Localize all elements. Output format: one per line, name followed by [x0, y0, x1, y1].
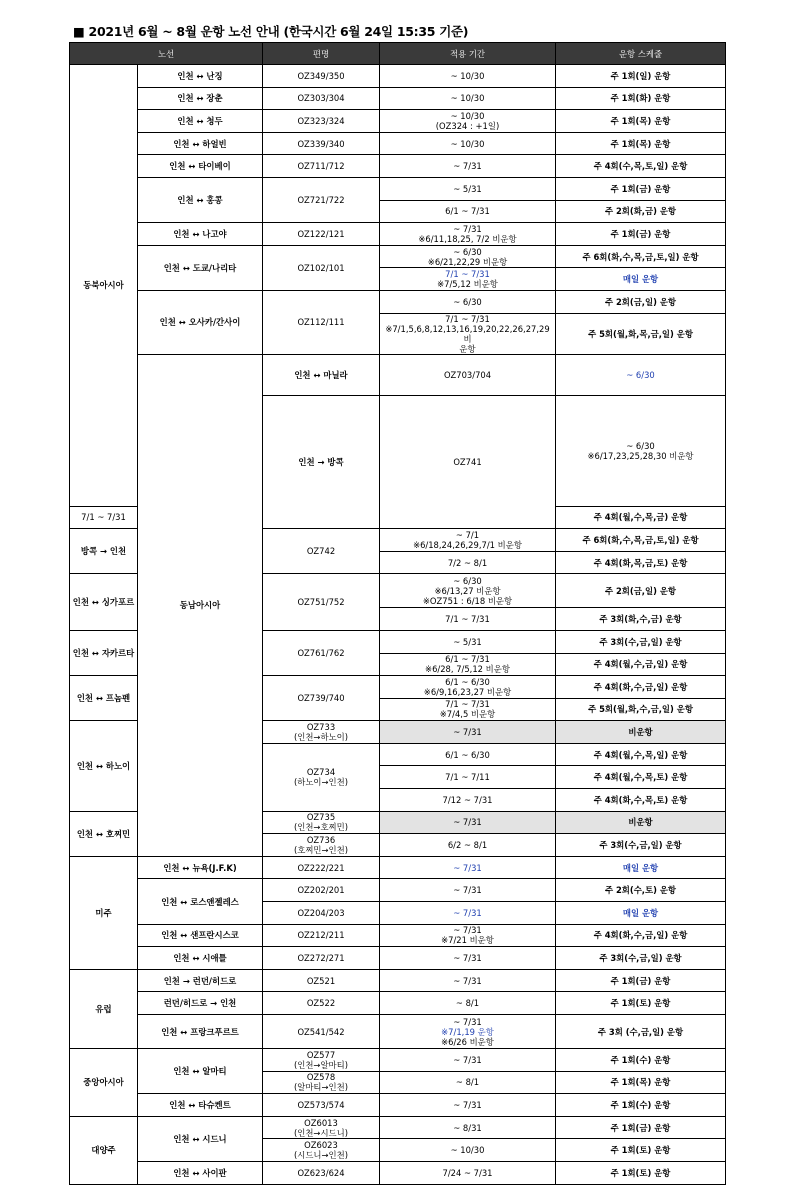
flight-direction: (하노이→인천): [293, 777, 348, 788]
route-name: 인천 ↔ 타이베이: [138, 155, 263, 178]
schedule: 주 1회(일) 운항: [556, 65, 726, 88]
schedule: 주 4회(화,수,목,토) 운항: [556, 789, 726, 812]
schedule: 주 3회(수,금,일) 운항: [556, 630, 726, 653]
flight-number: OZ204/203: [263, 902, 380, 925]
flight-number: OZ742: [263, 529, 380, 574]
period: 7/24 ~ 7/31: [380, 1161, 556, 1184]
route-name: 인천 ↔ 뉴욕(J.F.K): [138, 856, 263, 879]
schedule: 주 4회(월,수,목,일) 운항: [556, 743, 726, 766]
period: 6/1 ~ 6/30: [380, 743, 556, 766]
route-name: 인천 ↔ 하얼빈: [138, 132, 263, 155]
schedule: 주 1회(수) 운항: [556, 1049, 726, 1072]
table-row: [70, 155, 726, 178]
flight-code: OZ6013: [304, 1117, 338, 1128]
flight-number: OZ212/211: [263, 924, 380, 947]
period-line: ~ 7/31: [453, 925, 482, 936]
period: [380, 223, 556, 246]
period-note: ※7/5,12 비운항: [437, 279, 498, 290]
flight-number: [263, 1049, 380, 1072]
flight-code: OZ735: [306, 812, 336, 823]
region-americas: 미주: [70, 856, 138, 969]
period: ~ 10/30: [380, 65, 556, 88]
route-name: 인천 ↔ 로스앤젤레스: [138, 879, 263, 924]
period: ~ 7/31: [380, 969, 556, 992]
schedule: 주 4회(월,수,금,일) 운항: [556, 653, 726, 676]
route-name: 인천 ↔ 홍콩: [138, 177, 263, 222]
flight-number: OZ349/350: [263, 65, 380, 88]
period: ~ 7/31: [380, 1094, 556, 1117]
table-row: [70, 856, 726, 879]
route-name: 인천 ↔ 청두: [138, 110, 263, 133]
period: [380, 1015, 556, 1049]
period-line: ~ 7/31: [453, 1016, 482, 1027]
period: ~ 8/1: [380, 992, 556, 1015]
period-note: ※6/21,22,29 비운항: [427, 256, 508, 267]
schedule: 주 1회(금) 운항: [556, 969, 726, 992]
route-name: 인천 ↔ 마닐라: [263, 354, 380, 395]
table-header-row: [70, 43, 726, 65]
flight-number: [263, 811, 380, 834]
route-name: 인천 ↔ 호찌민: [70, 811, 138, 856]
schedule: 주 1회(목) 운항: [556, 1071, 726, 1094]
period: [380, 245, 556, 268]
period-note: ※6/28, 7/5,12 비운항: [425, 664, 510, 675]
schedule: 매일 운항: [556, 902, 726, 925]
flight-direction: (인천→알마티): [293, 1059, 348, 1070]
flight-code: OZ733: [306, 722, 336, 733]
period: ~ 8/1: [380, 1071, 556, 1094]
period: ~ 10/30: [380, 132, 556, 155]
region-northeast: 동북아시아: [70, 65, 138, 507]
flight-direction: (인천→시드니): [293, 1127, 348, 1138]
region-oceania: 대양주: [70, 1116, 138, 1184]
period: [380, 529, 556, 552]
table-row: [70, 1049, 726, 1072]
flight-number: [263, 1071, 380, 1094]
period: ~ 7/31: [380, 856, 556, 879]
period: 6/1 ~ 7/31: [380, 200, 556, 223]
schedule: 주 2회(화,금) 운항: [556, 200, 726, 223]
period-line: ~ 7/1: [455, 529, 480, 540]
route-name: 인천 ↔ 장춘: [138, 87, 263, 110]
route-name: 인천 ↔ 도쿄/나리타: [138, 245, 263, 290]
flight-number: OZ522: [263, 992, 380, 1015]
period: ~ 6/30: [556, 354, 726, 395]
flight-number: OZ623/624: [263, 1161, 380, 1184]
flight-number: OZ761/762: [263, 630, 380, 675]
schedule: 주 1회(목) 운항: [556, 132, 726, 155]
period: 7/1 ~ 7/11: [380, 766, 556, 789]
table-row: [70, 992, 726, 1015]
route-name: 인천 ↔ 타슈켄트: [138, 1094, 263, 1117]
period-note: 운항: [459, 343, 476, 354]
period: 7/1 ~ 7/31: [380, 608, 556, 631]
table-row: [70, 1094, 726, 1117]
period: ~ 7/31: [380, 811, 556, 834]
schedule: 주 2회(수,토) 운항: [556, 879, 726, 902]
flight-number: OZ222/221: [263, 856, 380, 879]
period-note: ※6/26 비운항: [441, 1036, 494, 1047]
flight-number: OZ751/752: [263, 574, 380, 631]
flight-number: OZ711/712: [263, 155, 380, 178]
route-name: 인천 ↔ 시애틀: [138, 947, 263, 970]
flight-number: OZ202/201: [263, 879, 380, 902]
period-line: ~ 6/30: [626, 440, 655, 451]
schedule: 주 1회(금) 운항: [556, 1116, 726, 1139]
flight-number: [263, 743, 380, 811]
schedule: 주 3회(화,수,금) 운항: [556, 608, 726, 631]
period: [380, 110, 556, 133]
period: [380, 313, 556, 354]
table-row: [70, 879, 726, 902]
table-row: [70, 1116, 726, 1139]
region-southeast: 동남아시아: [138, 354, 263, 856]
table-row: [70, 177, 726, 200]
flight-number: OZ703/704: [380, 354, 556, 395]
period: [380, 653, 556, 676]
header-schedule: 운항 스케줄: [556, 43, 726, 65]
page-title: ■ 2021년 6월 ~ 8월 운항 노선 안내 (한국시간 6월 24일 15:35 기준): [73, 24, 469, 39]
period-line: ~ 7/31: [453, 223, 482, 234]
route-name: 인천 ↔ 싱가포르: [70, 574, 138, 631]
table-row: [70, 132, 726, 155]
flight-number: OZ102/101: [263, 245, 380, 290]
table-row: [70, 947, 726, 970]
flight-direction: (알마티→인천): [293, 1082, 348, 1093]
table-row: [70, 245, 726, 268]
period: ~ 5/31: [380, 177, 556, 200]
table-row: [70, 1161, 726, 1184]
schedule: 주 5회(월,화,목,금,일) 운항: [556, 313, 726, 354]
period: [380, 698, 556, 721]
schedule: 주 3회 (수,금,일) 운항: [556, 1015, 726, 1049]
schedule: 주 6회(화,수,목,금,토,일) 운항: [556, 245, 726, 268]
schedule: 주 1회(수) 운항: [556, 1094, 726, 1117]
flight-number: OZ573/574: [263, 1094, 380, 1117]
period: 7/12 ~ 7/31: [380, 789, 556, 812]
flight-number: OZ122/121: [263, 223, 380, 246]
table-row: [70, 110, 726, 133]
period: ~ 6/30: [380, 290, 556, 313]
flight-direction: (인천→하노이): [293, 732, 348, 743]
flight-number: [263, 834, 380, 857]
period-note: ※6/13,27 비운항: [434, 585, 501, 596]
table-row: [70, 354, 726, 395]
period-line: ~ 6/30: [453, 246, 482, 257]
period-note: ※7/1,19 운항: [441, 1026, 494, 1037]
period-line: 7/1 ~ 7/31: [445, 313, 490, 324]
schedule: 주 4회(월,수,목,금) 운항: [556, 506, 726, 529]
period: ~ 10/30: [380, 1139, 556, 1162]
flight-number: [263, 1116, 380, 1139]
route-name: 인천 ↔ 프놈펜: [70, 676, 138, 721]
table-row: [70, 65, 726, 88]
schedule: 주 1회(금) 운항: [556, 177, 726, 200]
flight-code: OZ734: [306, 767, 336, 778]
route-name: 인천 → 방콕: [263, 395, 380, 529]
flight-direction: (인천→호찌민): [293, 822, 348, 833]
flight-number: OZ541/542: [263, 1015, 380, 1049]
table-row: [70, 290, 726, 313]
schedule: 주 1회(목) 운항: [556, 110, 726, 133]
flight-code: OZ6023: [304, 1140, 338, 1151]
period-note: ※6/17,23,25,28,30 비운항: [587, 450, 694, 461]
table-row: [70, 924, 726, 947]
period: ~ 10/30: [380, 87, 556, 110]
schedule: 매일 운항: [556, 268, 726, 291]
route-name: 인천 ↔ 오사카/간사이: [138, 290, 263, 354]
route-name: 인천 ↔ 하노이: [70, 721, 138, 811]
flight-number: OZ721/722: [263, 177, 380, 222]
schedule: 주 4회(화,수,금,일) 운항: [556, 676, 726, 699]
period-note: ※6/11,18,25, 7/2 비운항: [418, 233, 517, 244]
route-name: 방콕 → 인천: [70, 529, 138, 574]
period-line: 6/1 ~ 6/30: [445, 676, 490, 687]
period: ~ 7/31: [380, 1049, 556, 1072]
period-note: (OZ324 : +1일): [435, 120, 500, 131]
period: [380, 676, 556, 699]
flight-direction: (호찌민→인천): [293, 845, 348, 856]
route-name: 인천 ↔ 나고야: [138, 223, 263, 246]
flight-number: OZ339/340: [263, 132, 380, 155]
route-name: 인천 ↔ 난징: [138, 65, 263, 88]
flight-direction: (시드니→인천): [293, 1150, 348, 1161]
flight-number: OZ272/271: [263, 947, 380, 970]
period: [380, 268, 556, 291]
schedule: 주 3회(수,금,일) 운항: [556, 947, 726, 970]
period: ~ 7/31: [380, 721, 556, 744]
schedule: 주 1회(화) 운항: [556, 87, 726, 110]
period-note: ※OZ751 : 6/18 비운항: [422, 595, 513, 606]
schedule: 매일 운항: [556, 856, 726, 879]
route-name: 인천 ↔ 알마티: [138, 1049, 263, 1094]
period: ~ 7/31: [380, 947, 556, 970]
flight-code: OZ736: [306, 835, 336, 846]
table-row: [70, 87, 726, 110]
schedule: 주 4회(화,목,금,토) 운항: [556, 551, 726, 574]
route-name: 런던/히드로 → 인천: [138, 992, 263, 1015]
period-note: ※7/1,5,6,8,12,13,16,19,20,22,26,27,29 비: [385, 323, 550, 344]
flight-number: OZ741: [380, 395, 556, 529]
period: ~ 7/31: [380, 879, 556, 902]
period-note: ※6/18,24,26,29,7/1 비운항: [413, 539, 522, 550]
flight-number: OZ521: [263, 969, 380, 992]
flight-number: [263, 1139, 380, 1162]
period-line: ~ 10/30: [450, 110, 485, 121]
schedule: 주 5회(월,화,수,금,일) 운항: [556, 698, 726, 721]
flight-number: OZ323/324: [263, 110, 380, 133]
period: 6/2 ~ 8/1: [380, 834, 556, 857]
period: [380, 574, 556, 608]
region-europe: 유럽: [70, 969, 138, 1048]
route-name: 인천 ↔ 시드니: [138, 1116, 263, 1161]
period: 7/2 ~ 8/1: [380, 551, 556, 574]
schedule: 주 1회(토) 운항: [556, 1161, 726, 1184]
period-line: 7/1 ~ 7/31: [445, 269, 490, 280]
schedule: 주 4회(월,수,목,토) 운항: [556, 766, 726, 789]
period: ~ 7/31: [380, 902, 556, 925]
route-name: 인천 → 런던/히드로: [138, 969, 263, 992]
period: [556, 395, 726, 506]
period: ~ 7/31: [380, 155, 556, 178]
schedule: 주 1회(토) 운항: [556, 1139, 726, 1162]
period: 7/1 ~ 7/31: [70, 506, 138, 529]
period: ~ 8/31: [380, 1116, 556, 1139]
table-row: [70, 223, 726, 246]
period-line: 6/1 ~ 7/31: [445, 654, 490, 665]
route-name: 인천 ↔ 사이판: [138, 1161, 263, 1184]
period-line: ~ 6/30: [453, 575, 482, 586]
schedule: 주 1회(토) 운항: [556, 992, 726, 1015]
flight-number: [263, 721, 380, 744]
route-name: 인천 ↔ 샌프란시스코: [138, 924, 263, 947]
flight-code: OZ578: [306, 1072, 336, 1083]
schedule: 주 1회(금) 운항: [556, 223, 726, 246]
header-period: 적용 기간: [380, 43, 556, 65]
period-note: ※7/4,5 비운항: [439, 709, 496, 720]
region-central-asia: 중앙아시아: [70, 1049, 138, 1117]
period: [380, 924, 556, 947]
schedule: 주 4회(화,수,금,일) 운항: [556, 924, 726, 947]
period: ~ 5/31: [380, 630, 556, 653]
table-row: [70, 1015, 726, 1049]
period-note: ※6/9,16,23,27 비운항: [423, 686, 512, 697]
schedule: 주 3회(수,금,일) 운항: [556, 834, 726, 857]
route-schedule-table: [69, 42, 726, 1185]
schedule: 비운항: [556, 721, 726, 744]
flight-code: OZ577: [306, 1049, 336, 1060]
header-route: 노선: [70, 43, 263, 65]
table-row: [70, 969, 726, 992]
period-note: ※7/21 비운항: [441, 935, 494, 946]
schedule: 비운항: [556, 811, 726, 834]
route-name: 인천 ↔ 자카르타: [70, 630, 138, 675]
period-line: 7/1 ~ 7/31: [445, 699, 490, 710]
flight-number: OZ112/111: [263, 290, 380, 354]
schedule: 주 6회(화,수,목,금,토,일) 운항: [556, 529, 726, 552]
route-name: 인천 ↔ 프랑크푸르트: [138, 1015, 263, 1049]
schedule: 주 4회(수,목,토,일) 운항: [556, 155, 726, 178]
flight-number: OZ739/740: [263, 676, 380, 721]
header-flight: 편명: [263, 43, 380, 65]
flight-number: OZ303/304: [263, 87, 380, 110]
schedule: 주 2회(금,일) 운항: [556, 290, 726, 313]
schedule: 주 2회(금,일) 운항: [556, 574, 726, 608]
